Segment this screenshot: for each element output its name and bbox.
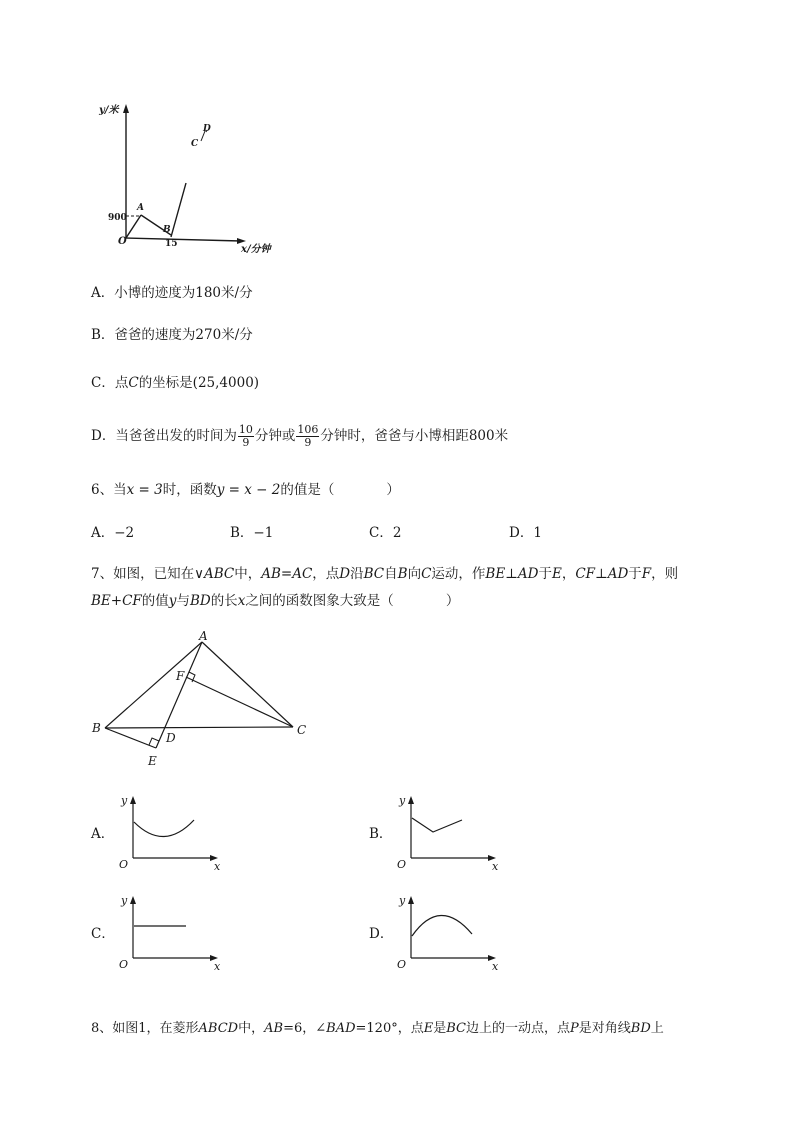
q5-option-d	[91, 424, 508, 449]
q8-ab: AB	[264, 1021, 284, 1036]
q7-u2: 与	[176, 593, 190, 609]
q8-t3: =6，	[283, 1021, 316, 1036]
side-AC	[202, 642, 293, 727]
q6-option-d: D．1	[509, 525, 542, 541]
q5-d-fraction-1	[238, 424, 254, 449]
q7-t7: 运动，作	[431, 566, 486, 582]
q7-u1: 的值	[141, 593, 169, 609]
q5-d-prefix: D．当爸爸出发的时间为	[91, 428, 237, 444]
vertex-label-C: C	[297, 723, 307, 737]
q8-ang: ∠BAD	[315, 1021, 356, 1036]
vertex-label-D: D	[166, 731, 176, 745]
d-y-label: y	[399, 894, 406, 907]
q7-t6: 向	[407, 566, 422, 582]
q8-t5: 是	[433, 1021, 447, 1036]
q6-suffix: 的值是（	[280, 482, 335, 498]
q7-t4: 沿	[350, 566, 364, 582]
q7-pc: C	[421, 566, 432, 582]
q7-var-x: x	[237, 593, 246, 609]
q8-t4: =120°，点	[355, 1021, 424, 1036]
q7-option-b-graph	[392, 790, 512, 875]
d-o-label: O	[397, 958, 407, 971]
q6-function: y = x − 2	[216, 482, 281, 498]
q7-perp2: CF⊥AD	[575, 566, 629, 582]
b-o-label: O	[397, 858, 407, 871]
q7-t8: 于	[538, 566, 552, 582]
q7-eq: AB=AC	[261, 566, 313, 582]
q5-c-prefix: C．点	[91, 375, 129, 391]
point-label-A: A	[137, 203, 144, 213]
q7-option-c-graph	[114, 890, 234, 975]
q7-tri: ABC	[203, 566, 235, 582]
vertex-label-B: B	[92, 721, 101, 735]
segment-AE	[156, 642, 202, 748]
q8-t7: 是对角线	[578, 1021, 631, 1036]
q7-option-b-label: B．	[369, 826, 393, 842]
q7-option-d-label: D．	[369, 926, 394, 942]
point-label-B: B	[163, 225, 171, 235]
q5-d-f1-den: 9	[242, 436, 250, 449]
point-label-C: C	[191, 139, 199, 149]
q7-t3: ，点	[312, 566, 340, 582]
q5-option-a: A．小博的迹度为180米/分	[91, 285, 253, 301]
x-tick-15: 15	[165, 239, 178, 249]
origin-label: O	[118, 236, 127, 247]
vertex-label-A: A	[199, 630, 208, 643]
q7-t9: ，	[561, 566, 576, 582]
b-y-arrow	[408, 796, 414, 804]
q6-option-b: B．−1	[230, 525, 274, 541]
q7-t1: 7、如图，已知在∨	[91, 566, 204, 582]
q7-option-a-label: A．	[91, 826, 115, 842]
triangle-figure	[88, 630, 318, 770]
c-x-label: x	[214, 960, 221, 973]
a-y-arrow	[130, 796, 136, 804]
q5-d-f1-num: 10	[238, 423, 253, 436]
q6-option-c: C．2	[369, 525, 402, 541]
a-o-label: O	[119, 858, 129, 871]
x-axis-label: x/分钟	[241, 244, 271, 255]
q5-d-f2-den: 9	[304, 436, 312, 449]
q7-stem-line1	[91, 565, 678, 583]
side-BC	[105, 727, 293, 728]
segment-OA	[126, 215, 141, 238]
d-y-arrow	[408, 896, 414, 904]
q7-perp1: BE⊥AD	[485, 566, 539, 582]
q7-t11: ，则	[651, 566, 679, 582]
q7-t10: 于	[628, 566, 642, 582]
q5-d-suffix: 分钟时，爸爸与小博相距800米	[320, 428, 509, 444]
a-x-label: x	[214, 860, 221, 873]
q7-bc: BC	[363, 566, 385, 582]
y-tick-900: 900	[108, 213, 127, 223]
y-axis-arrow	[123, 104, 129, 113]
b-x-label: x	[492, 860, 499, 873]
b-y-label: y	[399, 794, 406, 807]
c-o-label: O	[119, 958, 129, 971]
q8-pe: E	[423, 1021, 434, 1036]
vertex-label-F: F	[176, 669, 185, 683]
q8-stem	[91, 1020, 664, 1038]
b-polyline	[412, 818, 462, 832]
vertex-label-E: E	[148, 754, 157, 768]
q8-t8: 上	[650, 1021, 664, 1036]
q8-bc: BC	[446, 1021, 466, 1036]
q6-condition: x = 3	[126, 482, 163, 498]
q5-d-f2-num: 106	[297, 423, 319, 436]
q5-d-mid: 分钟或	[254, 428, 296, 444]
c-y-arrow	[130, 896, 136, 904]
q7-option-d-graph	[392, 890, 512, 975]
q7-sum: BE+CF	[91, 593, 142, 609]
q6-close: ）	[386, 482, 400, 498]
q7-pb: B	[397, 566, 408, 582]
segment-CF	[186, 677, 293, 727]
q7-u3: 的长	[210, 593, 238, 609]
q7-t5: 自	[384, 566, 398, 582]
q7-t2: 中，	[234, 566, 262, 582]
q5-c-suffix: 的坐标是(25,4000)	[138, 375, 260, 391]
y-axis-label: y/米	[99, 105, 119, 116]
d-curve	[412, 915, 472, 936]
q8-pp: P	[570, 1021, 579, 1036]
q6-mid: 时，函数	[162, 482, 217, 498]
q5-c-var: C	[128, 375, 139, 391]
q7-u4: 之间的函数图象大致是（	[245, 593, 394, 609]
q8-t1: 8、如图1，在菱形	[91, 1021, 199, 1036]
segment-BC	[171, 183, 186, 237]
segment-BE	[105, 728, 156, 748]
q7-var-y: y	[168, 593, 177, 609]
q6-option-a: A．−2	[91, 525, 135, 541]
a-curve	[134, 820, 194, 837]
q7-close: ）	[445, 593, 460, 609]
q7-pe: E	[551, 566, 562, 582]
x-axis	[126, 238, 241, 241]
distance-time-graph	[95, 95, 285, 265]
side-AB	[105, 642, 202, 728]
q7-pf: F	[641, 566, 652, 582]
point-label-D: D	[203, 124, 211, 134]
d-x-label: x	[492, 960, 499, 973]
q6-stem	[91, 481, 400, 499]
q6-prefix: 6、当	[91, 482, 127, 498]
q7-option-a-graph	[114, 790, 234, 875]
q7-bd: BD	[189, 593, 211, 609]
q5-option-c	[91, 374, 259, 392]
q8-bd: BD	[630, 1021, 651, 1036]
q7-option-c-label: C．	[91, 926, 115, 942]
q7-stem-line2	[91, 592, 459, 610]
q5-d-fraction-2	[296, 424, 319, 449]
q8-t6: 边上的一动点，点	[466, 1021, 571, 1036]
q5-option-b: B．爸爸的速度为270米/分	[91, 327, 253, 343]
q8-rh: ABCD	[198, 1021, 239, 1036]
c-y-label: y	[121, 894, 128, 907]
q8-t2: 中，	[238, 1021, 265, 1036]
a-y-label: y	[121, 794, 128, 807]
q7-pd: D	[339, 566, 351, 582]
